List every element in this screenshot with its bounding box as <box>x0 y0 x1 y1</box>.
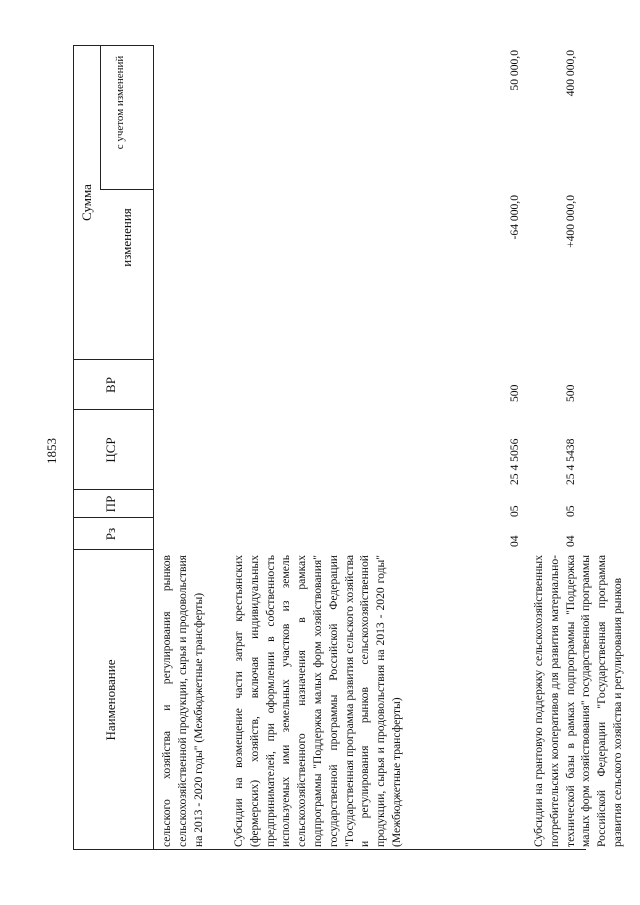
table-left-border <box>73 849 586 850</box>
row-pr: 05 <box>564 505 577 517</box>
row-pr: 05 <box>508 505 521 517</box>
header-izmeneniya: изменения <box>119 208 134 267</box>
page-number: 1853 <box>44 438 59 464</box>
row-name: сельского хозяйства и регулирования рынков сельскохозяйственной продукции, сырья и продовольствия на 2013 - 2020 годы" (Межбюджетные трансферты) <box>160 555 205 847</box>
row-name: Субсидии на грантовую поддержку сельскохозяйственных потребительских кооперативов для развития материально-технической базы в рамках подпрограммы "Поддержка малых форм хозяйствования" государственной программы Российской Федерации "Государственная программа развития сельского хозяйства и регулирования рынков <box>532 555 624 847</box>
header-rz: Рз <box>103 527 118 541</box>
header-s-uchetom: с учетом изменений <box>114 55 126 150</box>
row-rz: 04 <box>508 535 521 547</box>
header-name: Наименование <box>103 659 118 741</box>
row-vr: 500 <box>508 384 521 402</box>
header-csr: ЦСР <box>103 437 118 463</box>
header-summa: Сумма <box>79 184 94 221</box>
row-rz: 04 <box>564 535 577 547</box>
row-name: Субсидии на возмещение части затрат крестьянских (фермерских) хозяйств, включая индивидуальных предпринимателей, при оформлении в собственность используемых ими земельных участков из земель сельскохозяйственного назначения в рамках подпрограммы "Поддержка малых форм хозяйствования" государственной программы Российской Федерации "Государственная программа развития сельского хозяйства и регулирования рынков сельскохозяйственной продукции, сырья и продовольствия на 2013 - 2020 годы" (Межбюджетные трансферты) <box>232 555 403 847</box>
row-change: -64 000,0 <box>508 195 521 240</box>
header-pr: ПР <box>103 495 118 513</box>
row-total: 50 000,0 <box>508 50 521 91</box>
row-total: 400 000,0 <box>564 50 577 97</box>
rotated-table-page <box>73 45 624 850</box>
row-change: +400 000,0 <box>564 195 577 248</box>
row-vr: 500 <box>564 384 577 402</box>
table-top-border <box>73 45 74 850</box>
header-vr: ВР <box>103 377 118 393</box>
row-csr: 25 4 5438 <box>564 438 577 485</box>
summa-divider <box>100 45 101 190</box>
row-csr: 25 4 5056 <box>508 438 521 485</box>
header-bottom-border <box>153 45 154 850</box>
